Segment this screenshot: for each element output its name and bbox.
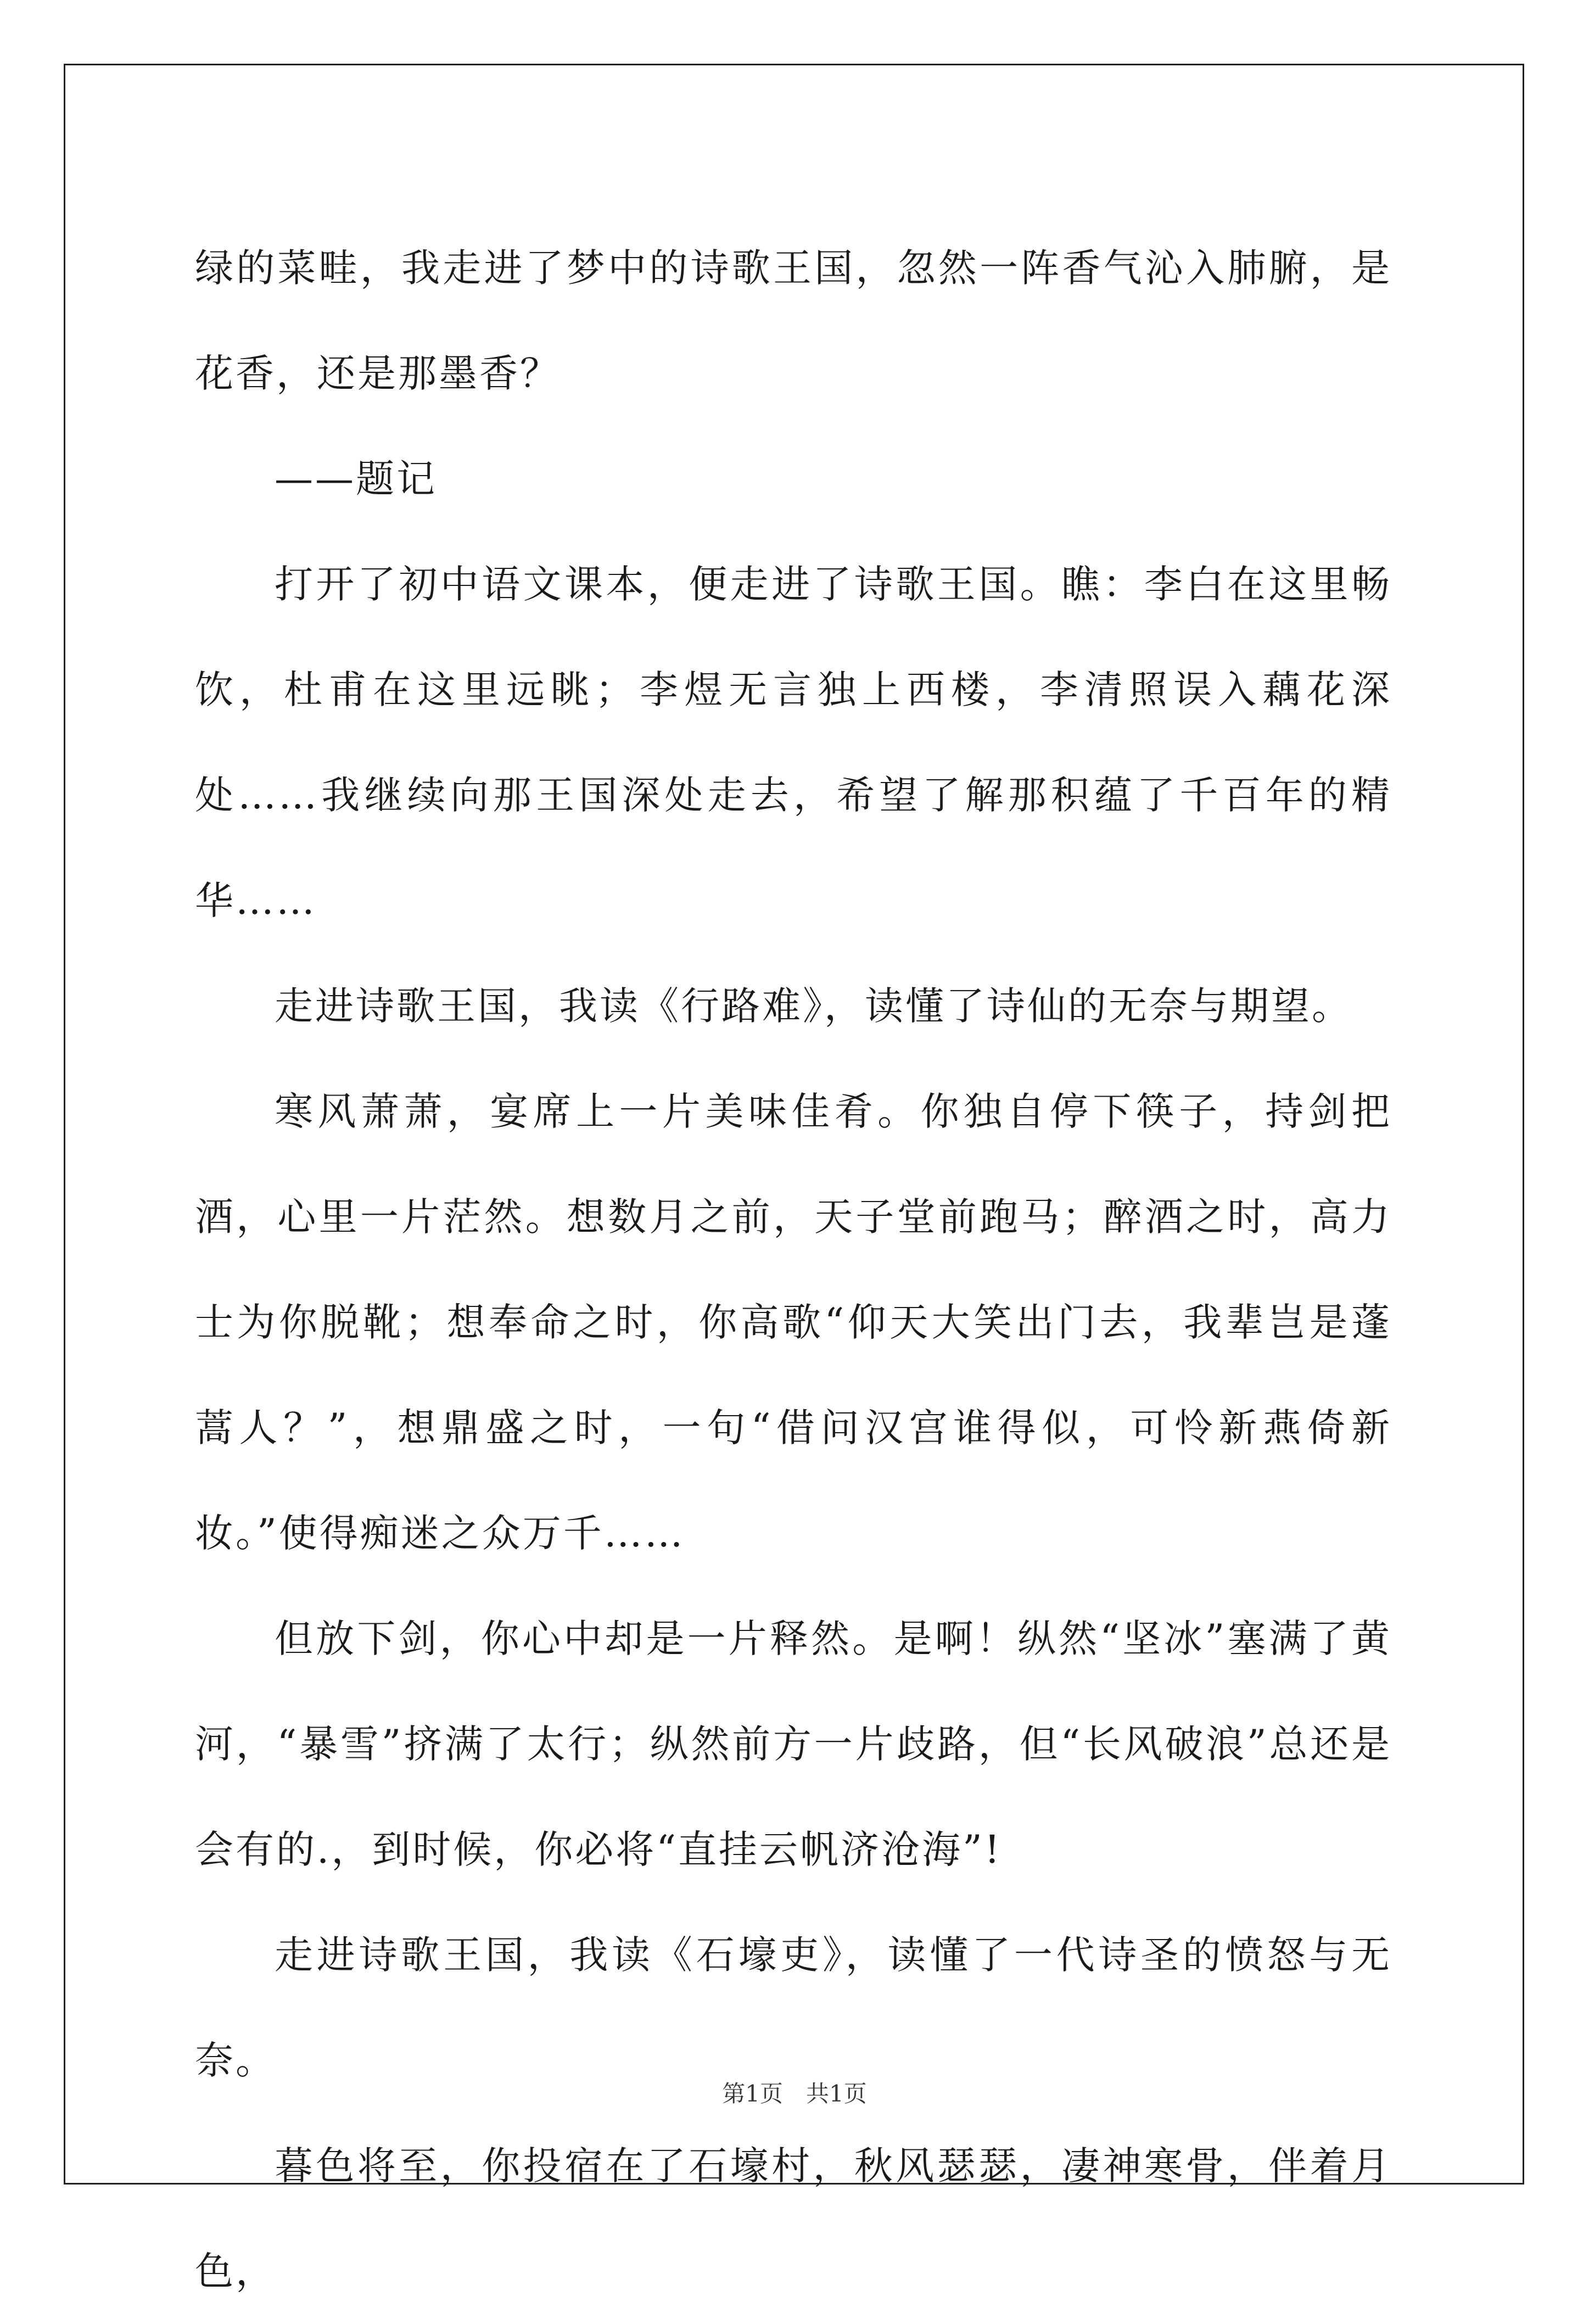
document-body bbox=[195, 215, 1392, 2324]
paragraph-3: 打开了初中语文课本，便走进了诗歌王国。瞧：李白在这里畅饮，杜甫在这里远眺；李煜无言独上西楼，李清照误入藕花深处……我继续向那王国深处走去，希望了解那积蕴了千百年的精华…… bbox=[195, 562, 1392, 923]
paragraph-8: 暮色将至，你投宿在了石壕村，秋风瑟瑟，凄神寒骨，伴着月色， bbox=[195, 2143, 1392, 2294]
paragraph-4: 走进诗歌王国，我读《行路难》，读懂了诗仙的无奈与期望。 bbox=[275, 984, 1352, 1029]
paragraph-2: ——题记 bbox=[275, 456, 437, 501]
paragraph-5: 寒风萧萧，宴席上一片美味佳肴。你独自停下筷子，持剑把酒，心里一片茫然。想数月之前，天子堂前跑马；醉酒之时，高力士为你脱靴；想奉命之时，你高歌“仰天大笑出门去，我辈岂是蓬蒿人？”，想鼎盛之时，一句“借问汉宫谁得似，可怜新燕倚新妆。”使得痴迷之众万千…… bbox=[195, 1089, 1392, 1556]
paragraph-7: 走进诗歌王国，我读《石壕吏》，读懂了一代诗圣的愤怒与无奈。 bbox=[195, 1932, 1392, 2083]
page-footer: 第1页 共1页 bbox=[722, 2080, 867, 2107]
paragraph-1: 绿的菜畦，我走进了梦中的诗歌王国，忽然一阵香气沁入肺腑，是花香，还是那墨香？ bbox=[195, 245, 1392, 396]
paragraph-6: 但放下剑，你心中却是一片释然。是啊！纵然“坚冰”塞满了黄河，“暴雪”挤满了太行；纵然前方一片歧路，但“长风破浪”总还是会有的.，到时候，你必将“直挂云帆济沧海”! bbox=[195, 1616, 1392, 1872]
